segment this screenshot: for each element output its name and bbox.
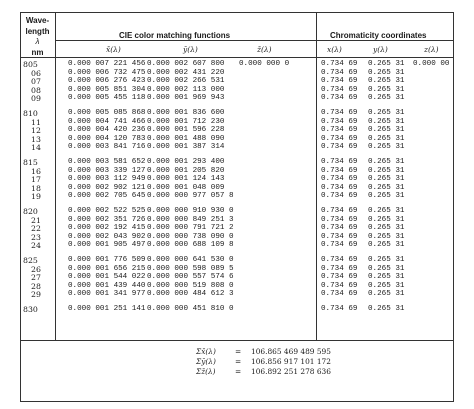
wavelength-cell: 23 — [31, 232, 41, 242]
x-cell: 0.734 69 — [321, 94, 358, 102]
wavelength-cell: 09 — [31, 94, 41, 103]
table-bottom-rule — [20, 340, 454, 341]
ybar-cell: 0.000 000 738 090 0 — [147, 232, 234, 241]
ybar-cell: 0.000 001 488 090 — [147, 134, 225, 143]
y-cell: 0.265 31 — [368, 305, 405, 313]
xbar-cell: 0.000 004 420 236 — [68, 126, 146, 134]
sum-equals: = — [235, 367, 242, 376]
x-cell: 0.734 69 — [321, 264, 358, 273]
x-cell: 0.734 69 — [321, 215, 358, 224]
x-cell: 0.734 69 — [321, 290, 358, 298]
wavelength-cell: 12 — [31, 126, 41, 135]
ybar-cell: 0.000 000 641 530 0 — [147, 256, 234, 264]
x-cell: 0.734 69 — [321, 158, 358, 166]
sum-value: 106.856 917 101 172 — [251, 357, 331, 366]
ybar-cell: 0.000 001 836 600 — [147, 109, 225, 117]
x-cell: 0.734 69 — [321, 143, 358, 151]
x-cell: 0.734 69 — [321, 68, 358, 77]
y-cell: 0.265 31 — [368, 117, 405, 126]
x-cell: 0.734 69 — [321, 305, 358, 313]
x-cell: 0.734 69 — [321, 192, 358, 200]
y-column-header: y(λ) — [373, 45, 388, 54]
y-cell: 0.265 31 — [368, 175, 405, 183]
x-cell: 0.734 69 — [321, 256, 358, 264]
ybar-cell: 0.000 000 519 808 0 — [147, 281, 234, 290]
y-cell: 0.265 31 — [368, 281, 405, 290]
x-cell: 0.734 69 — [321, 273, 358, 281]
ybar-cell: 0.000 001 293 400 — [147, 158, 225, 166]
wavelength-cell: 805 — [23, 60, 38, 69]
xbar-cell: 0.000 001 544 022 — [68, 273, 146, 281]
y-cell: 0.265 31 — [368, 256, 405, 264]
x-cell: 0.734 69 — [321, 207, 358, 215]
sum-label: Σx̄(λ) — [196, 347, 216, 356]
sum-label: Σȳ(λ) — [196, 357, 216, 366]
y-cell: 0.265 31 — [368, 126, 405, 134]
xbar-cell: 0.000 001 341 977 — [68, 290, 146, 298]
ybar-cell: 0.000 000 977 057 8 — [147, 192, 234, 200]
x-cell: 0.734 69 — [321, 117, 358, 126]
wavelength-cell: 16 — [31, 166, 41, 176]
wavelength-header-line: Wave- — [25, 16, 50, 25]
y-cell: 0.265 31 — [368, 215, 405, 224]
ybar-cell: 0.000 001 712 230 — [147, 117, 225, 126]
column-divider-cmf-chrom — [316, 12, 317, 340]
y-cell: 0.265 31 — [368, 109, 405, 117]
wavelength-cell: 830 — [23, 305, 38, 314]
zbar-cell: 0.000 000 0 — [239, 60, 290, 68]
x-cell: 0.734 69 — [321, 77, 358, 85]
xbar-cell: 0.000 007 221 456 — [68, 60, 146, 68]
y-cell: 0.265 31 — [368, 94, 405, 102]
ybar-cell: 0.000 001 124 143 — [147, 175, 225, 183]
xbar-cell: 0.000 001 905 497 — [68, 241, 146, 249]
wavelength-cell: 19 — [31, 192, 41, 201]
wavelength-cell: 24 — [31, 241, 41, 250]
x-cell: 0.734 69 — [321, 134, 358, 143]
cmf-header-title: CIE color matching functions — [119, 31, 231, 40]
xbar-cell: 0.000 003 112 949 — [68, 175, 146, 183]
x-cell: 0.734 69 — [321, 109, 358, 117]
xbar-cell: 0.000 003 841 716 — [68, 143, 146, 151]
wavelength-cell: 26 — [31, 264, 41, 274]
xbar-column-header: x̄(λ) — [106, 45, 121, 54]
x-cell: 0.734 69 — [321, 175, 358, 183]
wavelength-cell: 14 — [31, 143, 41, 152]
wavelength-cell: 27 — [31, 273, 41, 282]
header-rule-cmf — [55, 40, 316, 41]
y-cell: 0.265 31 — [368, 166, 405, 175]
x-cell: 0.734 69 — [321, 85, 358, 94]
z-column-header: z(λ) — [424, 45, 439, 54]
xbar-cell: 0.000 006 276 423 — [68, 77, 146, 85]
x-cell: 0.734 69 — [321, 241, 358, 249]
wavelength-cell: 21 — [31, 215, 41, 225]
ybar-cell: 0.000 000 849 251 3 — [147, 215, 234, 224]
y-cell: 0.265 31 — [368, 192, 405, 200]
sum-value: 106.892 251 278 636 — [251, 367, 331, 376]
ybar-cell: 0.000 000 598 089 5 — [147, 264, 234, 273]
wavelength-header-line: length — [25, 26, 50, 36]
wavelength-cell: 07 — [31, 77, 41, 86]
y-cell: 0.265 31 — [368, 273, 405, 281]
zbar-column-header: z̄(λ) — [257, 45, 272, 54]
wavelength-header-line: λ — [35, 37, 40, 46]
wavelength-cell: 18 — [31, 183, 41, 193]
xbar-cell: 0.000 004 120 783 — [68, 134, 146, 143]
ybar-cell: 0.000 002 607 800 — [147, 60, 225, 68]
y-cell: 0.265 31 — [368, 85, 405, 94]
ybar-cell: 0.000 001 969 943 — [147, 94, 225, 102]
ybar-cell: 0.000 001 205 820 — [147, 166, 225, 175]
x-cell: 0.734 69 — [321, 166, 358, 175]
y-cell: 0.265 31 — [368, 183, 405, 192]
xbar-cell: 0.000 003 581 652 — [68, 158, 146, 166]
y-cell: 0.265 31 — [368, 68, 405, 77]
xbar-cell: 0.000 006 732 475 — [68, 68, 146, 77]
ybar-cell: 0.000 002 431 220 — [147, 68, 225, 77]
xbar-cell: 0.000 005 455 118 — [68, 94, 146, 102]
xbar-cell: 0.000 003 339 127 — [68, 166, 146, 175]
ybar-cell: 0.000 001 596 228 — [147, 126, 225, 134]
y-cell: 0.265 31 — [368, 158, 405, 166]
x-cell: 0.734 69 — [321, 281, 358, 290]
ybar-cell: 0.000 002 113 000 — [147, 85, 225, 94]
xbar-cell: 0.000 002 902 121 — [68, 183, 146, 192]
xbar-cell: 0.000 001 776 509 — [68, 256, 146, 264]
ybar-cell: 0.000 000 910 930 0 — [147, 207, 234, 215]
y-cell: 0.265 31 — [368, 134, 405, 143]
ybar-cell: 0.000 000 451 810 0 — [147, 305, 234, 313]
xbar-cell: 0.000 001 656 215 — [68, 264, 146, 273]
sum-equals: = — [235, 357, 242, 366]
wavelength-cell: 06 — [31, 68, 41, 78]
ybar-cell: 0.000 001 387 314 — [147, 143, 225, 151]
xbar-cell: 0.000 001 439 440 — [68, 281, 146, 290]
x-column-header: x(λ) — [327, 45, 342, 54]
chromaticity-header-title: Chromaticity coordinates — [330, 31, 427, 40]
y-cell: 0.265 31 — [368, 77, 405, 85]
xbar-cell: 0.000 002 043 902 — [68, 232, 146, 241]
wavelength-cell: 13 — [31, 134, 41, 144]
wavelength-cell: 17 — [31, 175, 41, 184]
xbar-cell: 0.000 002 351 726 — [68, 215, 146, 224]
ybar-cell: 0.000 001 048 009 — [147, 183, 225, 192]
y-cell: 0.265 31 — [368, 241, 405, 249]
ybar-column-header: ȳ(λ) — [183, 45, 198, 54]
xbar-cell: 0.000 002 522 525 — [68, 207, 146, 215]
x-cell: 0.734 69 — [321, 126, 358, 134]
y-cell: 0.265 31 — [368, 264, 405, 273]
xbar-cell: 0.000 005 085 868 — [68, 109, 146, 117]
column-divider-wavelength — [55, 12, 56, 340]
x-cell: 0.734 69 — [321, 232, 358, 241]
x-cell: 0.734 69 — [321, 60, 358, 68]
ybar-cell: 0.000 000 484 612 3 — [147, 290, 234, 298]
y-cell: 0.265 31 — [368, 60, 405, 68]
xbar-cell: 0.000 002 705 645 — [68, 192, 146, 200]
ybar-cell: 0.000 000 688 109 8 — [147, 241, 234, 249]
wavelength-cell: 28 — [31, 281, 41, 291]
sum-value: 106.865 469 489 595 — [251, 347, 331, 356]
wavelength-cell: 810 — [23, 109, 38, 118]
xbar-cell: 0.000 002 192 415 — [68, 224, 146, 232]
y-cell: 0.265 31 — [368, 290, 405, 298]
y-cell: 0.265 31 — [368, 224, 405, 232]
y-cell: 0.265 31 — [368, 207, 405, 215]
wavelength-cell: 22 — [31, 224, 41, 233]
y-cell: 0.265 31 — [368, 232, 405, 241]
y-cell: 0.265 31 — [368, 143, 405, 151]
wavelength-cell: 815 — [23, 158, 38, 167]
wavelength-cell: 820 — [23, 207, 38, 216]
wavelength-cell: 825 — [23, 256, 38, 265]
ybar-cell: 0.000 000 791 721 2 — [147, 224, 234, 232]
sum-equals: = — [235, 347, 242, 356]
wavelength-cell: 08 — [31, 85, 41, 95]
wavelength-header-line: nm — [31, 47, 44, 57]
sum-label: Σz̄(λ) — [196, 367, 216, 376]
wavelength-cell: 29 — [31, 290, 41, 299]
ybar-cell: 0.000 002 266 531 — [147, 77, 225, 85]
x-cell: 0.734 69 — [321, 224, 358, 232]
xbar-cell: 0.000 005 851 304 — [68, 85, 146, 94]
wavelength-cell: 11 — [31, 117, 41, 127]
header-rule-chrom — [316, 40, 454, 41]
xbar-cell: 0.000 004 741 466 — [68, 117, 146, 126]
x-cell: 0.734 69 — [321, 183, 358, 192]
z-cell: 0.000 00 — [413, 60, 450, 68]
ybar-cell: 0.000 000 557 574 6 — [147, 273, 234, 281]
header-rule-main — [20, 57, 454, 58]
xbar-cell: 0.000 001 251 141 — [68, 305, 146, 313]
